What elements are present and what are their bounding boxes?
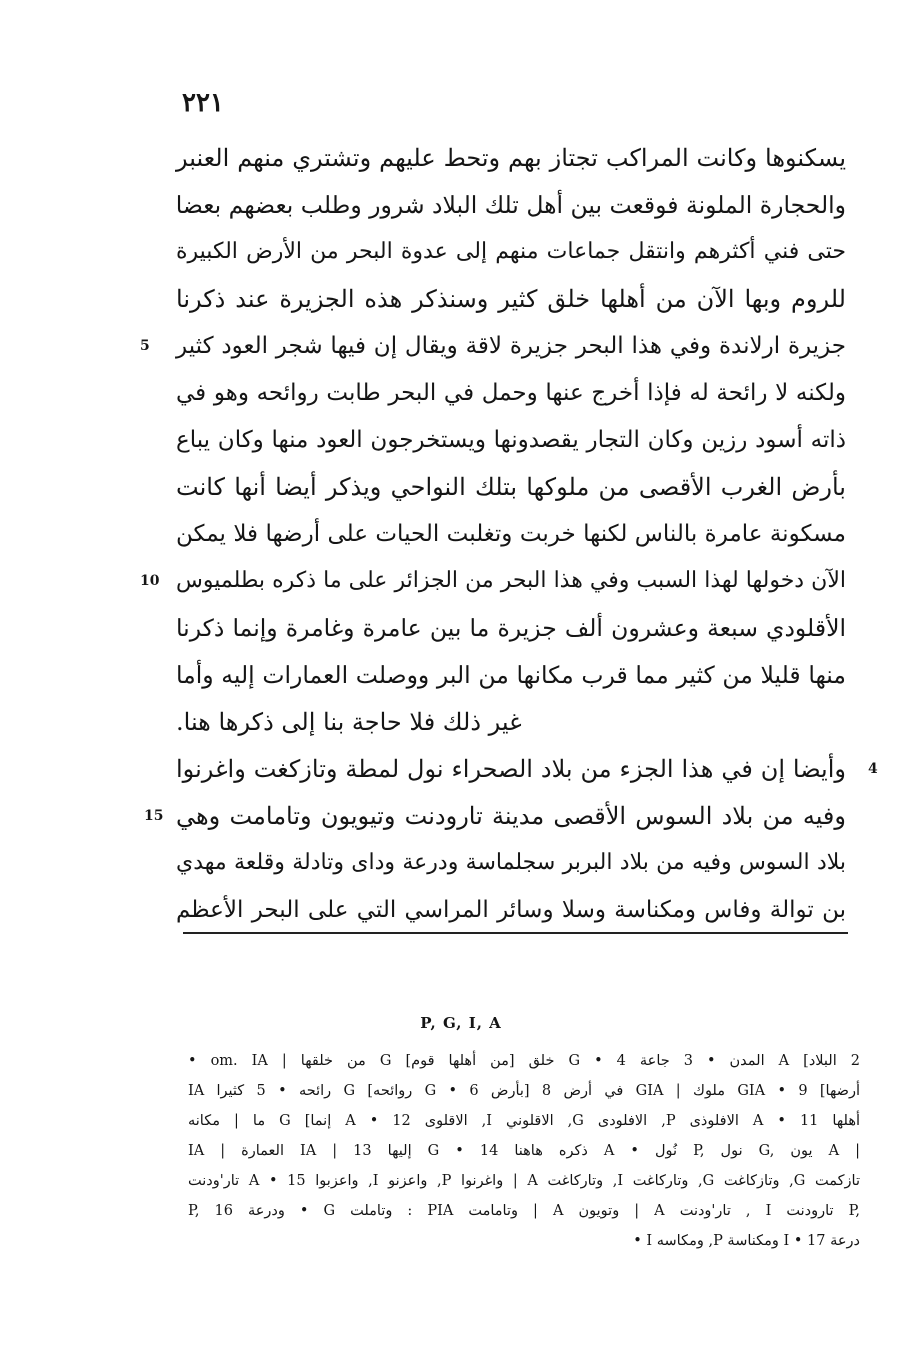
text-line: وفيه من بلاد السوس الأقصى مدينة تارودنت وتيويون وتامامت وهي [176, 802, 846, 830]
text-line: بن توالة وفاس ومكناسة وسلا وسائر المراسي التي على البحر الأعظم [176, 897, 846, 923]
section-number: 4 [868, 761, 878, 777]
text-line: بأرض الغرب الأقصى من ملوكها بتلك النواحي ويذكر أيضا أنها كانت [176, 473, 846, 501]
text-line: حتى فني أكثرهم وانتقل جماعات منهم إلى عدوة البحر من الأرض الكبيرة [176, 239, 846, 264]
manuscript-sigla: P, G, I, A [420, 1014, 502, 1032]
text-line: والحجارة الملونة فوقعت بين أهل تلك البلاد شرور وطلب بعضهم بعضا [175, 191, 846, 219]
footnote-line: 2 البلاد] A المدن • 3 جاعة G • 4 خلق [من أهلها قوم] G من خلقها | om. IA • [188, 1053, 860, 1069]
line-number: 15 [144, 808, 164, 824]
text-line: يسكنوها وكانت المراكب تجتاز بهم وتحط عليهم وتشتري منهم العنبر [176, 144, 846, 172]
footnote-line: درعة I • 17 ومكناسة P, ومكاسه I • [633, 1233, 860, 1249]
text-line: ولكنه لا رائحة له فإذا أخرج عنها وحمل في البحر طابت روائحه وهو في [176, 380, 846, 406]
footnote-line: تازكمت G, وتازكاغت G, وتاركاغت I, وتاركاغت A | واغرنوا P, واعزنو I, واعزبوا A • 15 تار'ودنت [188, 1173, 860, 1189]
text-line: الأقلودي سبعة وعشرون ألف جزيرة ما بين عامرة وغامرة وإنما ذكرنا [176, 614, 846, 642]
text-line: منها قليلا من كثير مما قرب مكانها من البر ووصلت العمارات إليه وأما [176, 661, 846, 689]
footnote-line: P, ودرعة 16 • G وتاملت : PIA وتامامت | A وتويون | A تار'ودنت , I تارودنت P, [188, 1203, 861, 1219]
line-number: 5 [140, 338, 150, 354]
text-line: جزيرة ارلاندة وفي هذا البحر جزيرة لاقة ويقال إن فيها شجر العود كثير [176, 333, 846, 359]
text-line: غير ذلك فلا حاجة بنا إلى ذكرها هنا. [176, 708, 522, 736]
page-number: ٢٢١ [182, 88, 224, 118]
footnote-divider [183, 932, 848, 934]
text-line: مسكونة عامرة بالناس لكنها خربت وتغلبت الحيات على أرضها فلا يمكن [176, 521, 846, 547]
footnote-line: IA | العمارة IA | 13 إليها G • 14 ذكره هاهنا A • نُول P, نول G, يون A | [188, 1143, 860, 1159]
text-line: الآن دخولها لهذا السبب وفي هذا البحر من الجزائر على ما ذكره بطلميوس [176, 568, 846, 593]
text-line: للروم وبها الآن من أهلها خلق كثير وسنذكر هذه الجزيرة عند ذكرنا [176, 285, 846, 313]
text-line: وأيضا إن في هذا الجزء من بلاد الصحراء نول لمطة وتازكغت واغرنوا [176, 755, 846, 783]
line-number: 10 [140, 573, 160, 589]
footnote-line: أرضها] 9 • GIA ملوك | GIA في أرض 8 [بأرض G • 6 روائحه] G رائحه • 5 كثيرا IA [188, 1083, 860, 1099]
footnote-line: أهلها A • 11 الافلوذى P, الافلودى G, الاقلوني I, الاقلوى A • 12 إنما] G ما | مكانه [188, 1113, 861, 1129]
text-line: ذاته أسود رزين وكان التجار يقصدونها ويستخرجون العود منها وكان يباع [176, 427, 846, 453]
text-line: بلاد السوس وفيه من بلاد البربر سجلماسة ودرعة وداى وتادلة وقلعة مهدي [176, 850, 846, 875]
